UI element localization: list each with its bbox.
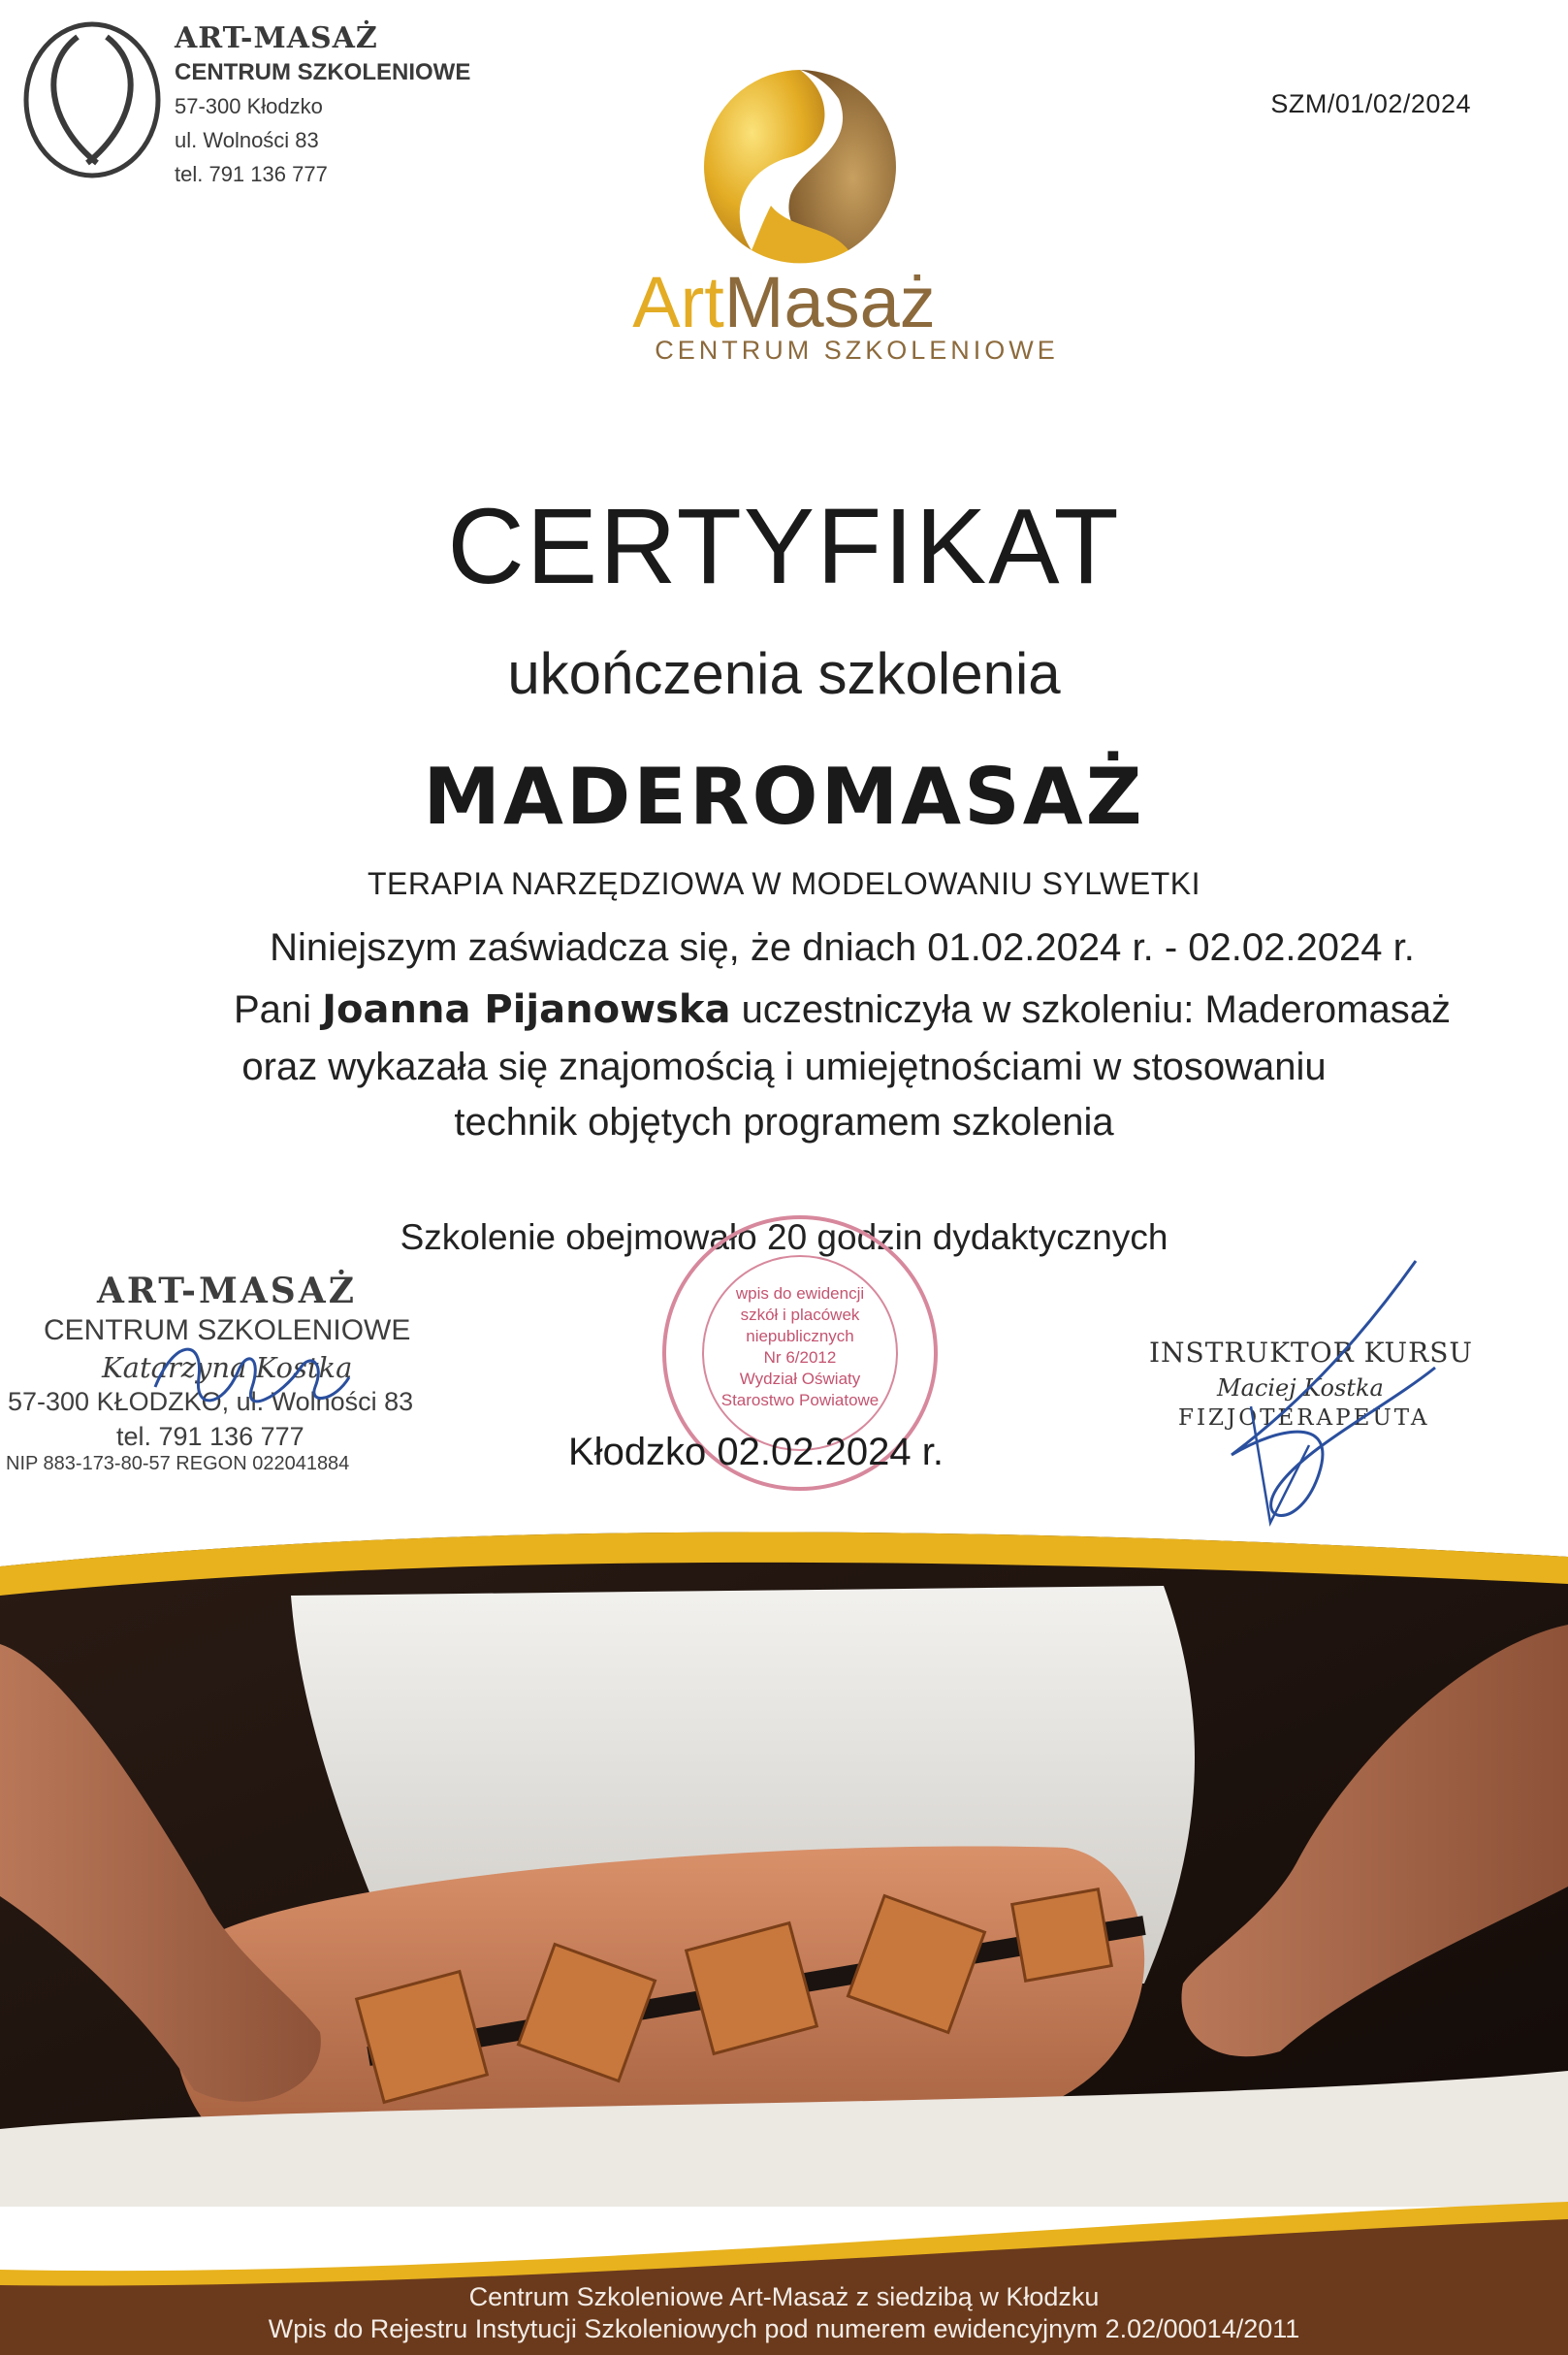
certificate-subtitle: ukończenia szkolenia (507, 641, 1061, 706)
stamp-subtitle: CENTRUM SZKOLENIOWE (175, 59, 471, 85)
instructor-signature-icon (1193, 1251, 1445, 1532)
round-stamp-line1: wpis do ewidencji (735, 1284, 865, 1303)
round-stamp-line3: niepublicznych (746, 1327, 854, 1345)
round-stamp-line4: Nr 6/2012 (763, 1348, 837, 1367)
footer-text (0, 2281, 1568, 2345)
body-line-program: technik objętych programem szkolenia (454, 1101, 1114, 1144)
course-description: TERAPIA NARZĘDZIOWA W MODELOWANIU SYLWETKI (368, 866, 1200, 901)
stamp-logo-icon (19, 17, 165, 182)
logo-wordmark (0, 264, 1568, 366)
logo-masaz: Masaż (723, 262, 936, 342)
body-line-dates: Niniejszym zaświadcza się, że dniach 01.02.2024 r. - 02.02.2024 r. (270, 926, 1415, 969)
stamp-street: ul. Wolności 83 (175, 128, 319, 152)
stamp-name: ART-MASAŻ (175, 21, 378, 55)
participant-suffix: uczestniczyła w szkoleniu: Maderomasaż (730, 988, 1451, 1031)
director-signature-icon (145, 1319, 359, 1436)
massage-photo (0, 1528, 1568, 2207)
company-stamp-subtitle: CENTRUM SZKOLENIOWE (44, 1314, 411, 1346)
instructor-title: FIZJOTERAPEUTA (1178, 1405, 1430, 1431)
company-stamp-name: ART-MASAŻ (97, 1271, 357, 1311)
company-stamp-phone: tel. 791 136 777 (116, 1422, 304, 1451)
certificate-number: SZM/01/02/2024 (1270, 89, 1471, 118)
round-stamp-line6: Starostwo Powiatowe (720, 1391, 880, 1409)
participant-name: Joanna Pijanowska (322, 987, 731, 1032)
round-stamp-line5: Wydział Oświaty (739, 1370, 861, 1388)
artmasaz-logo-icon (693, 60, 907, 274)
body-line-skills: oraz wykazała się znajomością i umiejętnościami w stosowaniu (241, 1046, 1327, 1088)
body-line-participant (0, 987, 1568, 1032)
certificate-title: CERTYFIKAT (447, 487, 1121, 606)
course-name: MADEROMASAŻ (423, 752, 1145, 842)
round-stamp-line2: szkół i placówek (740, 1306, 860, 1324)
footer-line2: Wpis do Rejestru Instytucji Szkoleniowych pod numerem ewidencyjnym 2.02/00014/2011 (268, 2314, 1300, 2343)
logo-art: Art (632, 262, 724, 342)
footer-line1: Centrum Szkoleniowe Art-Masaż z siedzibą w Kłodzku (468, 2282, 1100, 2311)
company-stamp-ids: NIP 883-173-80-57 REGON 022041884 (6, 1453, 350, 1474)
stamp-phone: tel. 791 136 777 (175, 162, 328, 186)
company-stamp-address: 57-300 KŁODZKO, ul. Wolności 83 (8, 1387, 414, 1416)
header-stamp (19, 17, 485, 192)
logo-subtitle: CENTRUM SZKOLENIOWE (655, 336, 1059, 365)
stamp-city: 57-300 Kłodzko (175, 94, 323, 118)
instructor-name: Maciej Kostka (1217, 1374, 1384, 1402)
place-date: Kłodzko 02.02.2024 r. (568, 1431, 944, 1473)
instructor-role: INSTRUKTOR KURSU (1149, 1337, 1474, 1369)
company-stamp-person: Katarzyna Kostka (102, 1351, 353, 1384)
participant-prefix: Pani (234, 988, 323, 1031)
training-hours: Szkolenie obejmowało 20 godzin dydaktycznych (400, 1217, 1168, 1257)
